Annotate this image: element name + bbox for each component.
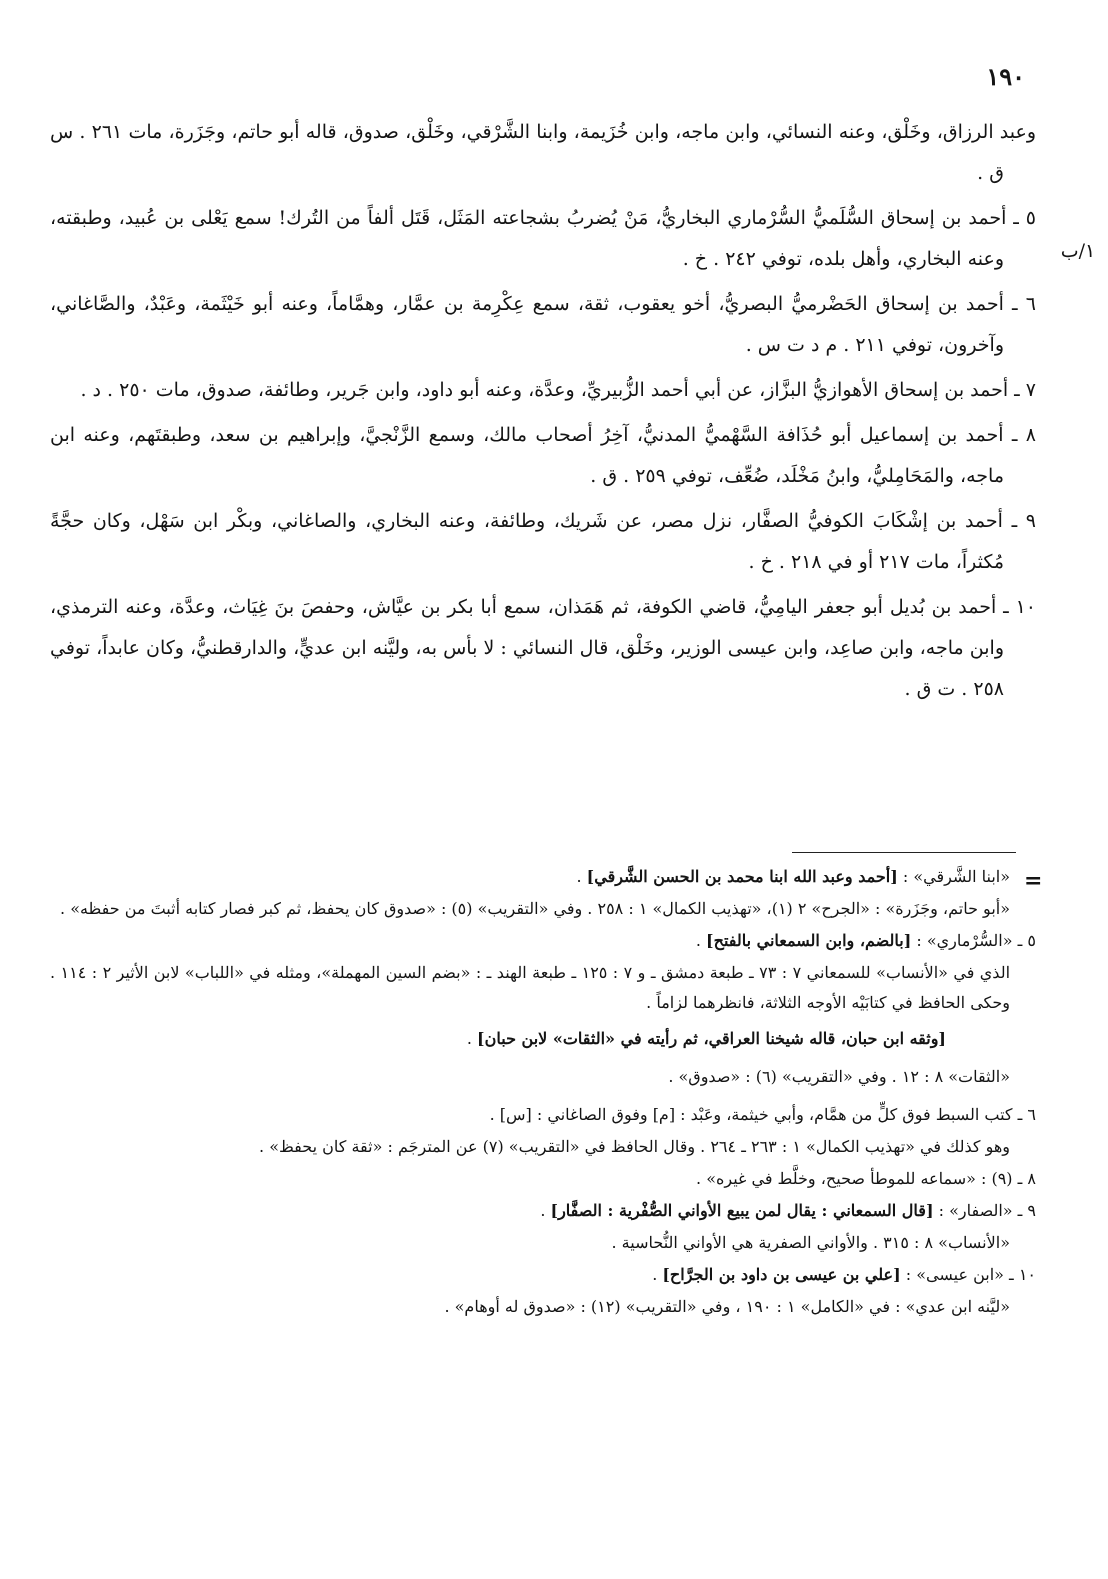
entry-10: ١٠ ـ أحمد بن بُديل أبو جعفر اليامِيُّ، قاضي الكوفة، ثم هَمَذان، سمع أبا بكر بن عيَّاش، وحفصَ بنَ غِيَاث، وعدَّة، وعنه الترمذي، وابن ماجه، وابن صاعِد، وابن عيسى الوزير، وخَلْق، قال النسائي : لا بأس به، وليَّنه ابن عديٍّ، والدارقطنيُّ، وكان عابداً، توفي ٢٥٨ . ت ق . [50, 596, 1036, 700]
footnote: ٦ ـ كتب السبط فوق كلٍّ من همَّام، وأبي خيثمة، وعَبْد : [م] وفوق الصاغاني : [س] . [489, 1105, 1036, 1124]
footnote: «الأنساب» ٨ : ٣١٥ . والأواني الصفرية هي الأواني النُّحاسية . [611, 1233, 1010, 1252]
footnote: ٩ ـ «الصفار» : [قال السمعاني : يقال لمن يبيع الأواني الصُّفْرية : الصفَّار] . [540, 1201, 1036, 1220]
footnote: ٨ ـ (٩) : «سماعه للموطأ صحيح، وخلَّط في غيره» . [696, 1169, 1036, 1188]
entry-6: ٦ ـ أحمد بن إسحاق الحَضْرميُّ البصريُّ، أخو يعقوب، ثقة، سمع عِكْرِمة بن عمَّار، وهمَّاماً، وعنه أبو خَيْثَمة، وعَبْدٌ، والصَّاغاني، وآخرون، توفي ٢١١ . م د ت س . [50, 293, 1036, 356]
footnote: وهو كذلك في «تهذيب الكمال» ١ : ٢٦٣ ـ ٢٦٤ . وقال الحافظ في «التقريب» (٧) عن المترجَم : «ثقة كان يحفظ» . [259, 1137, 1010, 1156]
entry-5: ٥ ـ أحمد بن إسحاق السُّلَميُّ السُّرْماري البخاريُّ، مَنْ يُضربُ بشجاعته المَثَل، قَتَل ألفاً من التُرك! سمع يَعْلى بن عُبيد، وطبقته، وعنه البخاري، وأهل بلده، توفي ٢٤٢ . خ . [50, 207, 1036, 270]
margin-note: ١/ب [1060, 240, 1096, 262]
footnote: «الثقات» ٨ : ١٢ . وفي «التقريب» (٦) : «صدوق» . [668, 1067, 1010, 1086]
footnote-separator [792, 852, 1016, 853]
footnote: «ابنا الشَّرقي» : [أحمد وعبد الله ابنا محمد بن الحسن الشَّرقي] . [576, 867, 1010, 886]
footnotes [50, 862, 1036, 1324]
main-text [50, 112, 1036, 714]
continuation-mark: = [1024, 868, 1043, 894]
footnote: ١٠ ـ «ابن عيسى» : [علي بن عيسى بن داود بن الجرَّاح] . [652, 1265, 1036, 1284]
entry-9: ٩ ـ أحمد بن إشْكَابَ الكوفيُّ الصفَّار، نزل مصر، عن شَريك، وطائفة، وعنه البخاري، والصاغاني، وبكْر ابن سَهْل، وكان حجَّةً مُكثراً، مات ٢١٧ أو في ٢١٨ . خ . [50, 510, 1036, 573]
footnote: ٥ ـ «السُّرْماري» : [بالضم، وابن السمعاني بالفتح] . [695, 931, 1036, 950]
entry-7: ٧ ـ أحمد بن إسحاق الأهوازيُّ البزَّاز، عن أبي أحمد الزُّبيريِّ، وعدَّة، وعنه أبو داود، وابن جَرير، وطائفة، صدوق، مات ٢٥٠ . د . [80, 379, 1036, 401]
footnote: «ليَّنه ابن عدي» : في «الكامل» ١ : ١٩٠ ، وفي «التقريب» (١٢) : «صدوق له أوهام» . [444, 1297, 1010, 1316]
page-number: ١٩٠ [986, 62, 1025, 91]
entry-8: ٨ ـ أحمد بن إسماعيل أبو حُذَافة السَّهْميُّ المدنيُّ، آخِرُ أصحاب مالك، وسمع الزَّنْجيَّ، وإبراهيم بن سعد، وطبقتَهم، وعنه ابن ماجه، والمَحَامِليُّ، وابنُ مَخْلَد، ضُعِّف، توفي ٢٥٩ . ق . [50, 424, 1036, 487]
footnote: «أبو حاتم، وجَزَرة» : «الجرح» ٢ (١)، «تهذيب الكمال» ١ : ٢٥٨ . وفي «التقريب» (٥) : «صدوق كان يحفظ، ثم كبر فصار كتابه أثبتَ من حفظه» . [60, 899, 1010, 918]
footnote: الذي في «الأنساب» للسمعاني ٧ : ٧٣ ـ طبعة دمشق ـ و ٧ : ١٢٥ ـ طبعة الهند ـ : «بضم السين المهملة»، ومثله في «اللباب» لابن الأثير ٢ : ١١٤ . وحكى الحافظ في كتابَيْه الأوجه الثلاثة، فانظرهما لزاماً . [50, 963, 1011, 1012]
footnote: [وثقه ابن حبان، قاله شيخنا العراقي، ثم رأيته في «الثقات» لابن حبان] . [466, 1029, 946, 1048]
entry-continuation: وعبد الرزاق، وخَلْق، وعنه النسائي، وابن ماجه، وابن خُزَيمة، وابنا الشَّرْقي، وخَلْق، صدوق، قاله أبو حاتم، وجَزَرة، مات ٢٦١ . س ق . [50, 121, 1037, 184]
